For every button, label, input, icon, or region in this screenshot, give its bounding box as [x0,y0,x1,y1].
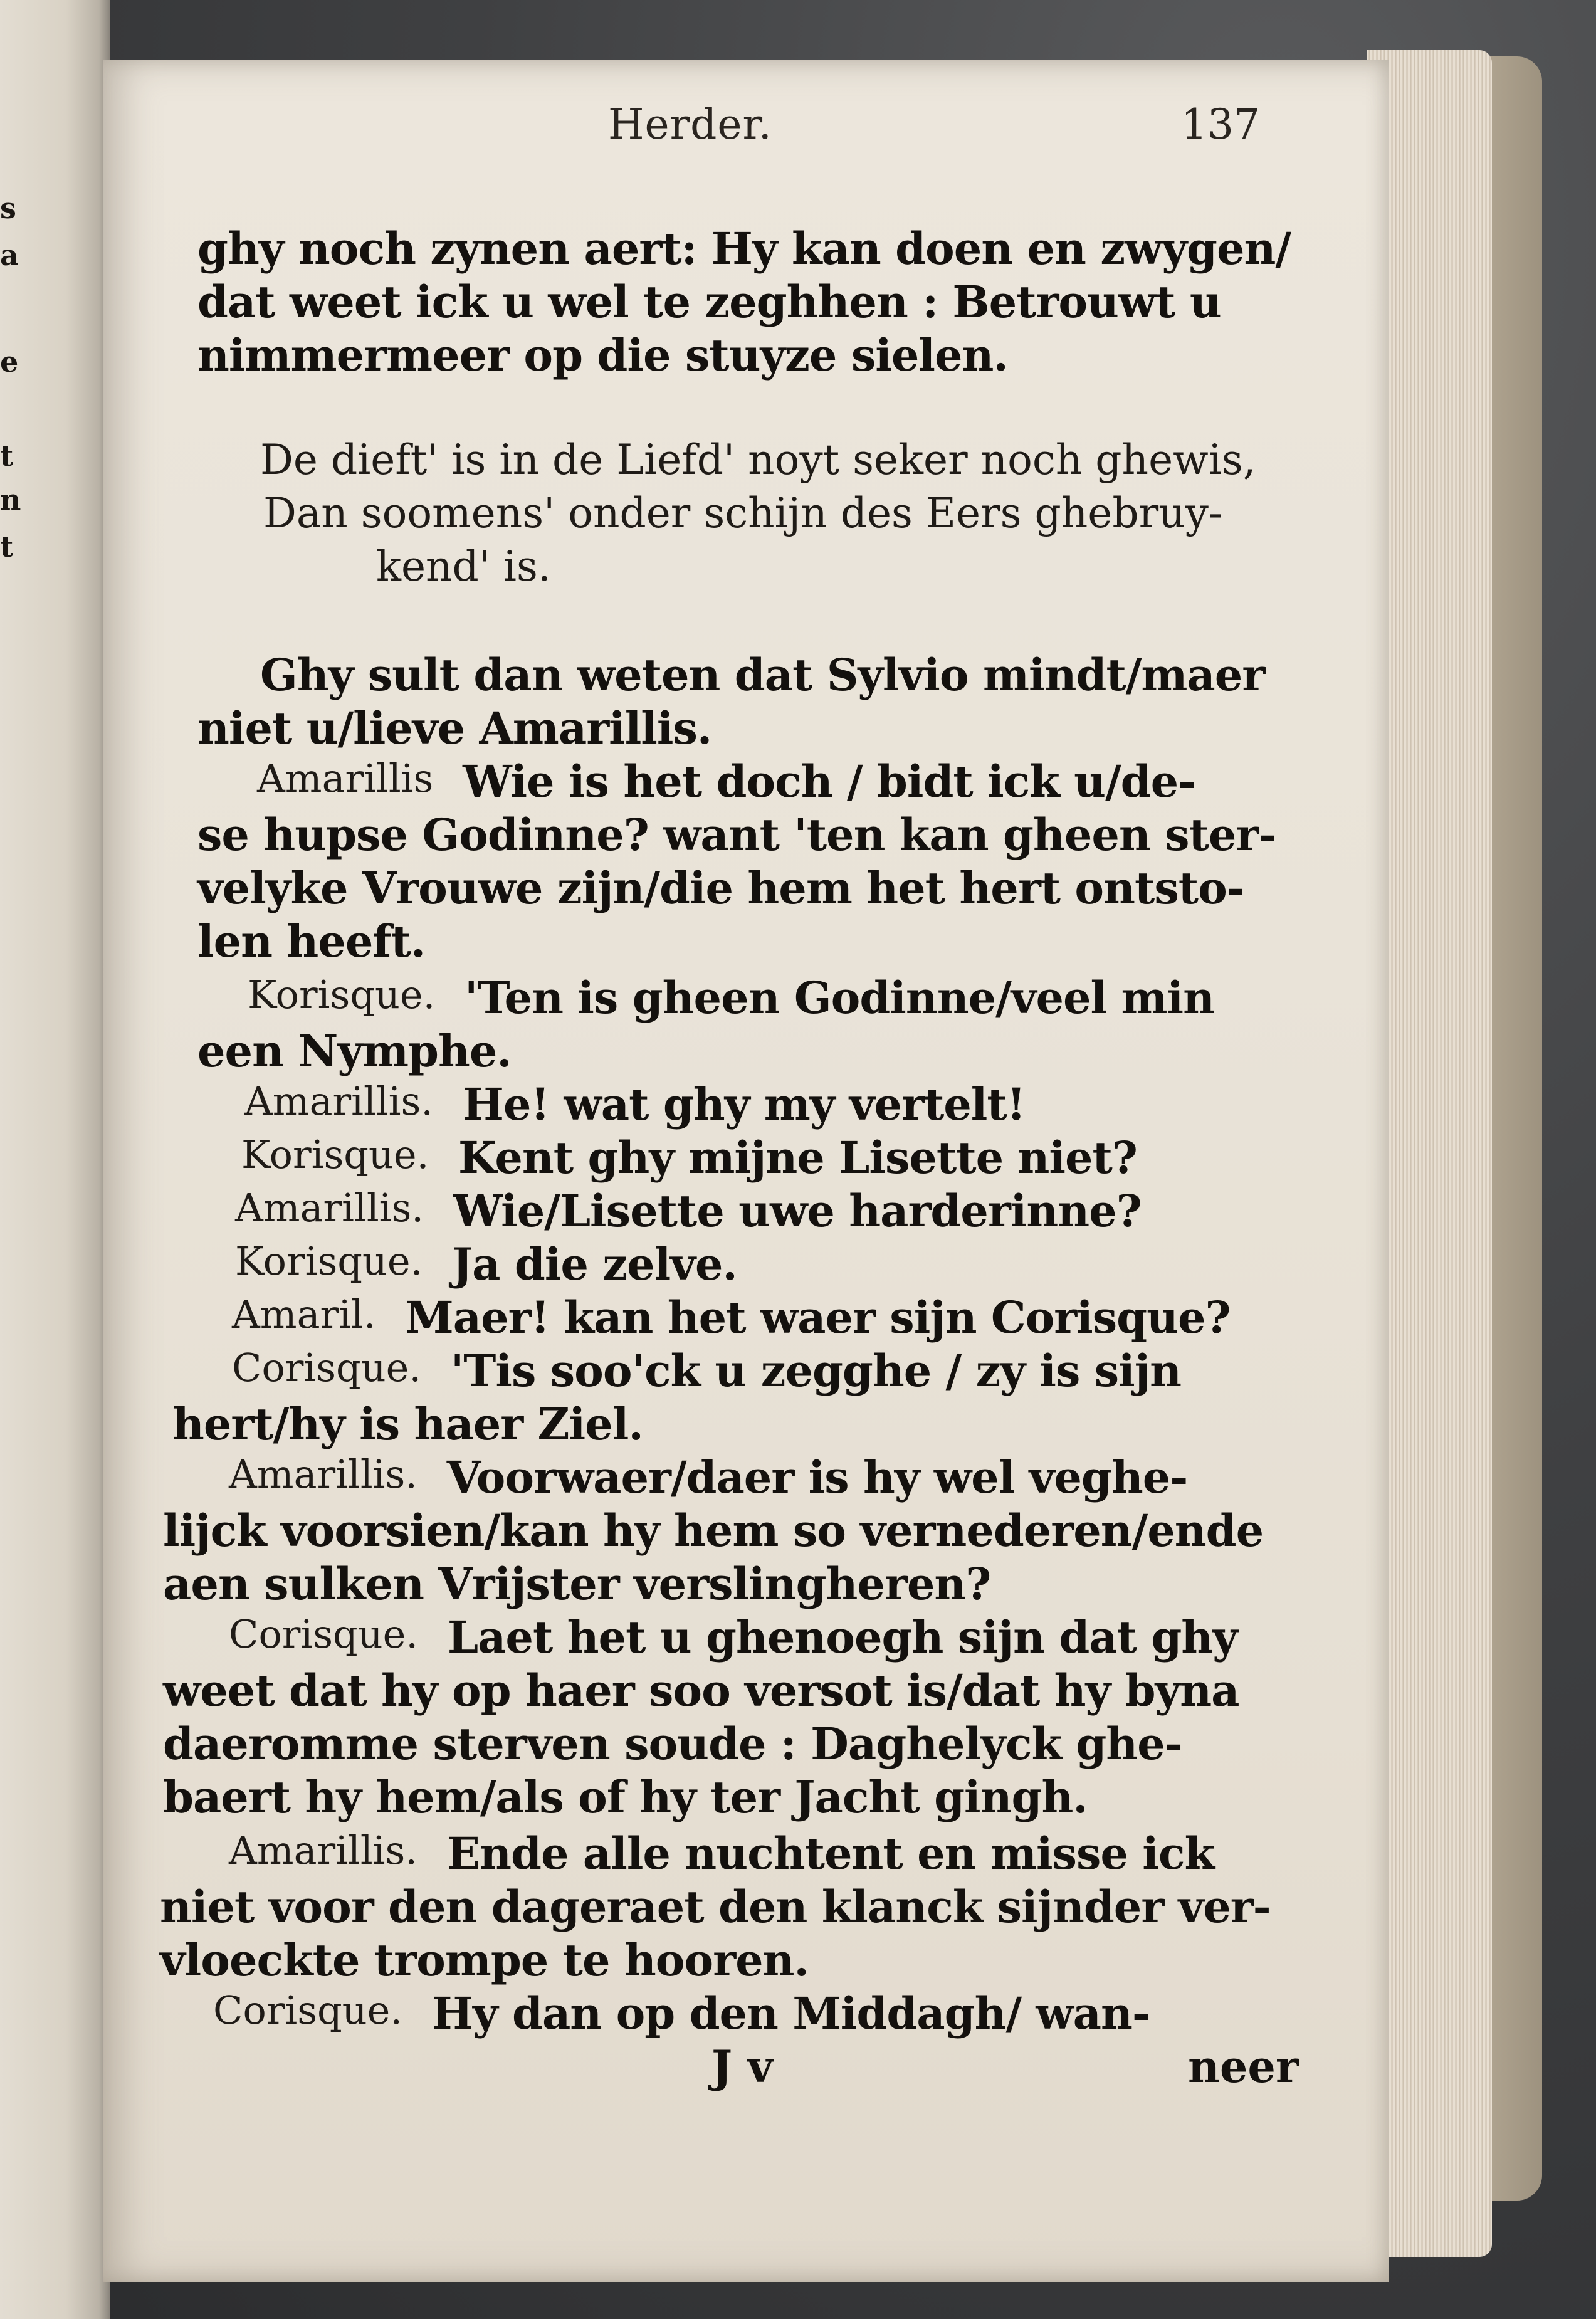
dialogue-line: velyke Vrouwe zijn/die hem het hert ontsto- [197,862,1244,914]
dialogue-line: lijck voorsien/kan hy hem so vernederen/ende [163,1505,1264,1557]
dialogue-line: Corisque. Laet het u ghenoegh sijn dat ghy [229,1611,1237,1663]
dialogue-line: Corisque. 'Tis soo'ck u zegghe / zy is sijn [232,1345,1181,1397]
dialogue-line: Korisque. Ja die zelve. [235,1238,737,1290]
speaker-name: Amarillis. [235,1185,424,1231]
page-number: 137 [1181,100,1260,149]
speaker-name: Corisque. [229,1611,419,1657]
speaker-name: Amarillis [257,755,434,801]
speaker-name: Korisque. [241,1132,429,1177]
dialogue-line: Amarillis Wie is het doch / bidt ick u/de- [257,755,1196,807]
left-mark: t [0,530,14,564]
left-mark: s [0,191,16,225]
left-mark: a [0,238,19,272]
verse-line: De dieft' is in de Liefd' noyt seker noch ghewis, [260,436,1256,484]
prose-line: ghy noch zynen aert: Hy kan doen en zwygen/ [197,223,1291,275]
dialogue-line: aen sulken Vrijster verslingheren? [163,1558,991,1610]
dialogue-line: vloeckte trompe te hooren. [160,1934,809,1986]
speaker-name: Korisque. [235,1238,423,1284]
dialogue-line: niet u/lieve Amarillis. [197,702,712,754]
speaker-name: Amarillis. [244,1078,434,1124]
speaker-name: Amarillis. [229,1451,418,1497]
dialogue-line: Korisque. Kent ghy mijne Lisette niet? [241,1132,1137,1184]
signature-mark: J v [711,2041,774,2093]
speaker-name: Corisque. [213,1987,403,2033]
dialogue-line: Amarillis. Ende alle nuchtent en misse ick [229,1827,1214,1880]
dialogue-line: Amaril. Maer! kan het waer sijn Corisque? [232,1291,1231,1344]
page-header [107,100,1266,169]
left-mark: n [0,483,21,517]
dialogue-line: daeromme sterven soude : Daghelyck ghe- [163,1718,1182,1770]
dialogue-line: niet voor den dageraet den klanck sijnder ver- [160,1881,1271,1933]
prose-line: nimmermeer op die stuyze sielen. [197,329,1008,381]
dialogue-line: Amarillis. Wie/Lisette uwe harderinne? [235,1185,1142,1237]
dialogue-line: een Nymphe. [197,1025,512,1077]
speaker-name: Amarillis. [229,1827,418,1873]
catchword: neer [1188,2041,1299,2093]
verse-line: kend' is. [376,542,551,591]
dialogue-line: Amarillis. Voorwaer/daer is hy wel veghe- [229,1451,1188,1503]
left-mark: t [0,439,14,473]
dialogue-line: Korisque. 'Ten is gheen Godinne/veel min [248,972,1215,1024]
dialogue-line: Ghy sult dan weten dat Sylvio mindt/maer [260,649,1265,701]
prose-line: dat weet ick u wel te zeghhen : Betrouwt u [197,276,1221,328]
speaker-name: Korisque. [248,972,436,1018]
facing-left-page [0,0,110,2319]
speaker-name: Corisque. [232,1345,422,1391]
left-mark: e [0,345,19,379]
dialogue-line: Corisque. Hy dan op den Middagh/ wan- [213,1987,1150,2039]
dialogue-line: weet dat hy op haer soo versot is/dat hy byna [163,1664,1239,1717]
dialogue-line: baert hy hem/als of hy ter Jacht gingh. [163,1771,1088,1823]
dialogue-line: se hupse Godinne? want 'ten kan gheen ster- [197,809,1276,861]
running-head: Herder. [608,100,772,149]
dialogue-line: Amarillis. He! wat ghy my vertelt! [244,1078,1026,1130]
verse-line: Dan soomens' onder schijn des Eers ghebruy- [263,489,1223,537]
speaker-name: Amaril. [232,1291,376,1337]
dialogue-line: len heeft. [197,915,426,967]
dialogue-line: hert/hy is haer Ziel. [172,1398,643,1450]
